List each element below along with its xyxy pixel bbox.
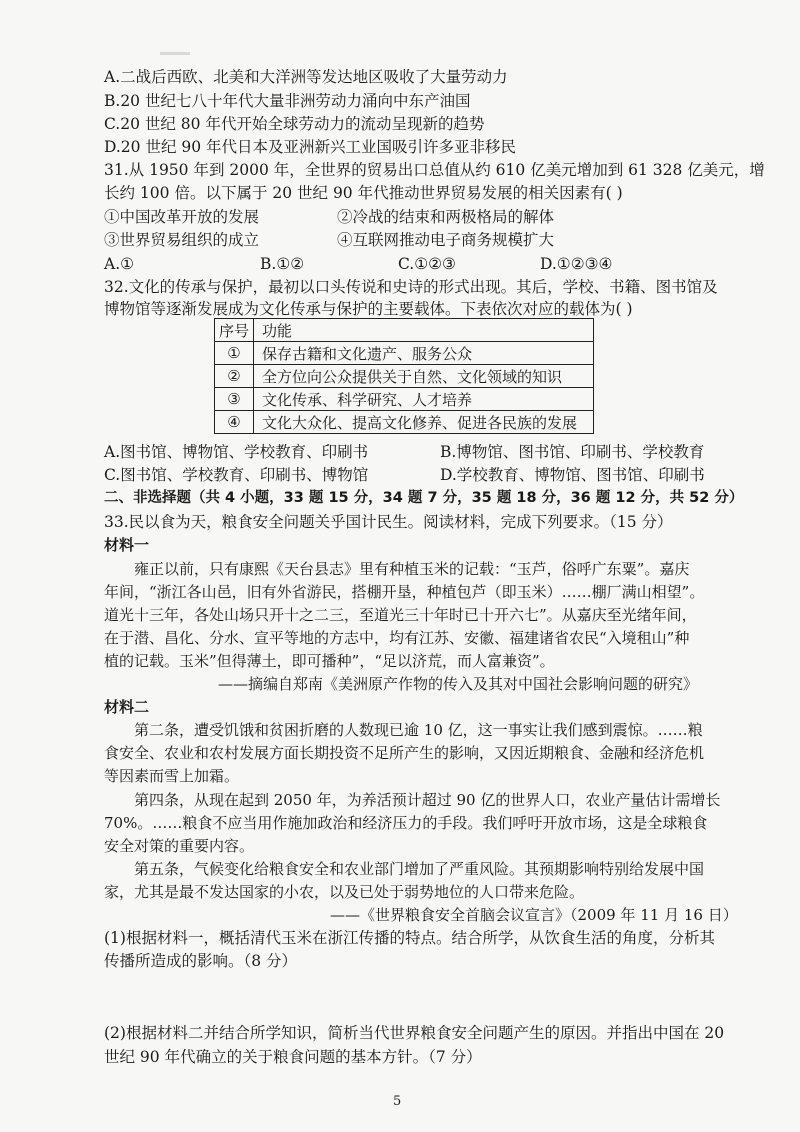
q30-option-b: B.20 世纪七八十年代大量非洲劳动力涌向中东产油国 — [104, 92, 471, 110]
table-cell-number: ② — [215, 365, 254, 388]
q31-factor-2: ②冷战的结束和两极格局的解体 — [337, 208, 555, 226]
table-row — [215, 411, 594, 434]
q31-factor-1: ①中国改革开放的发展 — [104, 208, 260, 226]
material-1-line: 雍正以前，只有康熙《天台县志》里有种植玉米的记载：“玉芦，俗呼广东粟”。嘉庆 — [134, 560, 690, 578]
table-row — [215, 342, 594, 365]
table-cell-function: 文化大众化、提高文化修养、促进各民族的发展 — [254, 411, 594, 434]
table-row — [215, 388, 594, 411]
q31-option-b: B.①② — [260, 255, 305, 273]
table-cell-number: ④ — [215, 411, 254, 434]
table-cell-function: 全方位向公众提供关于自然、文化领域的知识 — [254, 365, 594, 388]
section-heading: 二、非选择题（共 4 小题，33 题 15 分，34 题 7 分，35 题 18 分，36 题 12 分，共 52 分） — [104, 490, 744, 506]
q33-sub2-line1: (2)根据材料二并结合所学知识，简析当代世界粮食安全问题产生的原因。并指出中国在 20 — [104, 1024, 725, 1042]
q33-intro: 33.民以食为天，粮食安全问题关乎国计民生。阅读材料，完成下列要求。（15 分） — [104, 513, 673, 531]
table-cell-number: ③ — [215, 388, 254, 411]
q30-option-c: C.20 世纪 80 年代开始全球劳动力的流动呈现新的趋势 — [104, 115, 485, 133]
q31-stem-line2: 长约 100 倍。以下属于 20 世纪 90 年代推动世界贸易发展的相关因素有( ) — [104, 184, 623, 202]
table-cell-number: ① — [215, 342, 254, 365]
scan-smudge — [160, 52, 190, 55]
material-2-line: 安全对策的重要内容。 — [104, 837, 255, 855]
material-2-line: 食安全、农业和农村发展方面长期投资不足所产生的影响，又因近期粮食、金融和经济危机 — [104, 744, 705, 762]
page-number: 5 — [393, 1094, 402, 1109]
q31-stem-line1: 31.从 1950 年到 2000 年，全世界的贸易出口总值从约 610 亿美元增加到 61 328 亿美元，增 — [104, 161, 765, 179]
q30-option-a: A.二战后西欧、北美和大洋洲等发达地区吸收了大量劳动力 — [104, 68, 508, 86]
material-1-source: ——摘编自郑南《美洲原产作物的传入及其对中国社会影响问题的研究》 — [218, 675, 699, 693]
material-2-line: 等因素而雪上加霜。 — [104, 767, 240, 785]
material-2-line: 70%。……粮食不应当用作施加政治和经济压力的手段。我们呼吁开放市场，这是全球粮食 — [104, 814, 708, 832]
q32-option-d: D.学校教育、博物馆、图书馆、印刷书 — [440, 466, 705, 484]
table-cell-function: 保存古籍和文化遗产、服务公众 — [254, 342, 594, 365]
material-1-line: 道光十三年，各处山场只开十之二三，至道光三十年时已十开六七”。从嘉庆至光绪年间， — [104, 606, 697, 624]
q33-sub2-line2: 世纪 90 年代确立的关于粮食问题的基本方针。（7 分） — [104, 1048, 482, 1066]
material-2-line: 第四条，从现在起到 2050 年，为养活预计超过 90 亿的世界人口，农业产量估计需增长 — [134, 791, 721, 809]
material-1-line: 在于潜、昌化、分水、宣平等地的方志中，均有江苏、安徽、福建诸省农民“入境租山”种 — [104, 629, 690, 647]
table-cell-function: 文化传承、科学研究、人才培养 — [254, 388, 594, 411]
q31-factor-4: ④互联网推动电子商务规模扩大 — [337, 231, 555, 249]
material-2-line: 第二条，遭受饥饿和贫困折磨的人数现已逾 10 亿，这一事实让我们感到震惊。……粮 — [134, 721, 703, 739]
q32-stem-line1: 32.文化的传承与保护，最初以口头传说和史诗的形式出现。其后，学校、书籍、图书馆及 — [104, 278, 718, 296]
q32-option-b: B.博物馆、图书馆、印刷书、学校教育 — [440, 443, 705, 461]
material-1-line: 年间，“浙江各山邑，旧有外省游民，搭棚开垦，种植包芦（即玉米）……棚厂满山相望”。 — [104, 583, 705, 601]
q31-factor-3: ③世界贸易组织的成立 — [104, 231, 260, 249]
q33-sub1-line1: (1)根据材料一，概括清代玉米在浙江传播的特点。结合所学，从饮食生活的角度，分析其 — [104, 929, 715, 947]
table-header-cell: 序号 — [215, 319, 254, 342]
material-2-source: ——《世界粮食安全首脑会议宣言》（2009 年 11 月 16 日） — [330, 906, 738, 924]
table-header-cell: 功能 — [254, 319, 594, 342]
q30-option-d: D.20 世纪 90 年代日本及亚洲新兴工业国吸引许多亚非移民 — [104, 138, 517, 156]
table-row — [215, 365, 594, 388]
material-1-line: 植的记载。玉米”但得薄土，即可播种”，“足以济荒，而人富兼资”。 — [104, 652, 555, 670]
material-2-line: 家，尤其是最不发达国家的小农，以及已处于弱势地位的人口带来危险。 — [104, 883, 585, 901]
q32-function-table — [214, 318, 594, 434]
q31-option-d: D.①②③④ — [540, 255, 613, 273]
q31-option-a: A.① — [104, 255, 135, 273]
q32-option-a: A.图书馆、博物馆、学校教育、印刷书 — [104, 443, 369, 461]
q32-option-c: C.图书馆、学校教育、印刷书、博物馆 — [104, 466, 369, 484]
q33-sub1-line2: 传播所造成的影响。（8 分） — [104, 952, 298, 970]
q31-option-c: C.①②③ — [398, 255, 456, 273]
material-2-line: 第五条，气候变化给粮食安全和农业部门增加了严重风险。其预期影响特别给发展中国 — [134, 860, 705, 878]
table-header-row — [215, 319, 594, 342]
material-1-title: 材料一 — [104, 536, 150, 554]
q32-stem-line2: 博物馆等逐渐发展成为文化传承与保护的主要载体。下表依次对应的载体为( ) — [104, 300, 633, 318]
material-2-title: 材料二 — [104, 698, 150, 716]
